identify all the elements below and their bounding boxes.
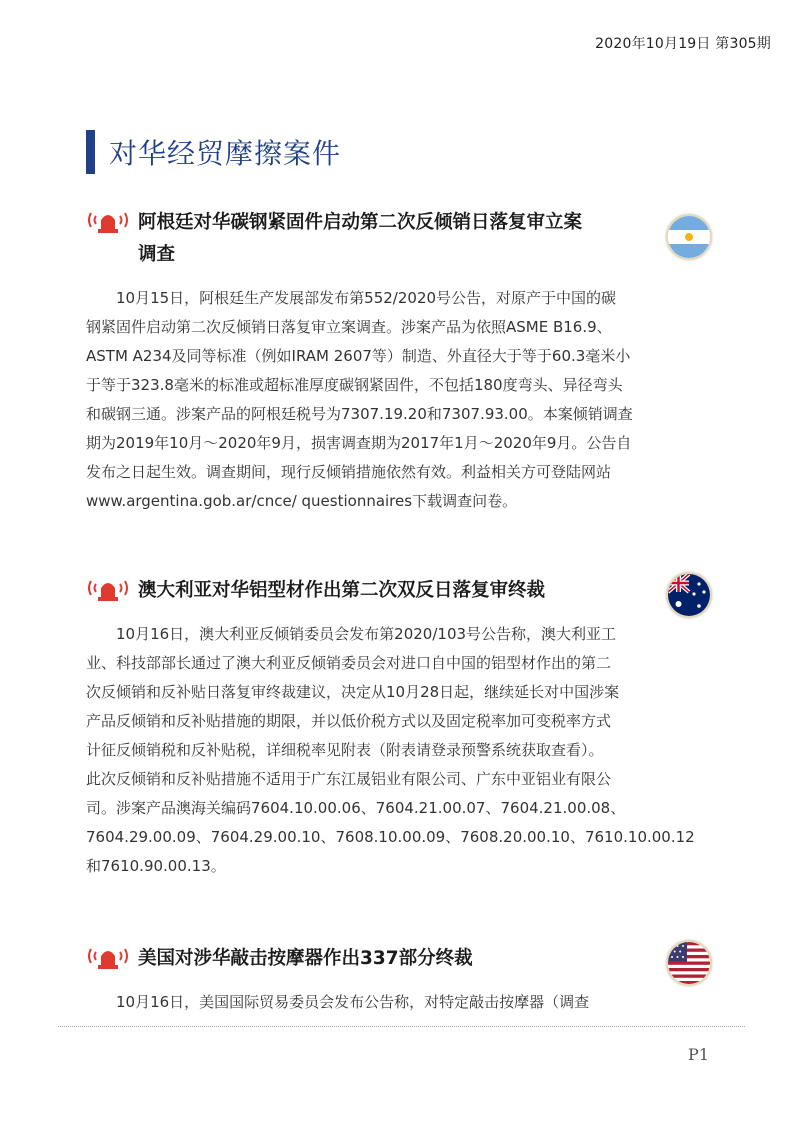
alarm-bell-icon: [86, 944, 130, 974]
section-title-bar: [86, 130, 95, 174]
news-body: 10月15日，阿根廷生产发展部发布第552/2020号公告，对原产于中国的碳 钢紧固件启动第二次反倾销日落复审立案调查。涉案产品为依照ASME B16.9、 ASTM A234及同等标准（例如IRAM 2607等）制造、外直径大于等于60.3毫米小 于等于323.8毫米的标准或超标准厚度碳钢紧固件，不包括180度弯头、异径弯头 和碳钢三通。涉案产品的阿根廷税号为7307.19.20和7307.93.00。本案倾销调查 期为2019年10月～2020年9月，损害调查期为2017年1月～2020年9月。公告自 发布之日起生效。调查期间，现行反倾销措施依然有效。利益相关方可登陆网站 www.argentina.gob.ar/cnce/ questionnaires下载调查问卷。: [86, 289, 633, 510]
news-body: 10月16日，澳大利亚反倾销委员会发布第2020/103号公告称，澳大利亚工 业、科技部部长通过了澳大利亚反倾销委员会对进口自中国的铝型材作出的第二 次反倾销和反补贴日落复审终裁建议，决定从10月28日起，继续延长对中国涉案 产品反倾销和反补贴措施的期限，并以低价税方式以及固定税率加可变税率方式 计征反倾销税和反补贴税，详细税率见附表（附表请登录预警系统获取查看）。 此次反倾销和反补贴措施不适用于广东江晟铝业有限公司、广东中亚铝业有限公 司。涉案产品澳海关编码7604.10.00.06、7604.21.00.07、7604.21.00.08、 7604.29.00.09、7604.29.00.10、7608.10.00.09、7608.20.00.10、7610.10.00.12 和7610.90.00.13。: [86, 625, 695, 875]
news-item-usa: [86, 944, 712, 1017]
news-header: [86, 576, 712, 606]
page-number: P1: [688, 1045, 709, 1064]
news-item-argentina: [86, 208, 712, 516]
usa-flag-icon: [666, 940, 712, 986]
news-item-australia: [86, 576, 712, 881]
alarm-bell-icon: [86, 208, 130, 238]
news-title: 澳大利亚对华铝型材作出第二次双反日落复审终裁: [138, 580, 546, 601]
alarm-bell-icon: [86, 576, 130, 606]
footer-divider: [58, 1026, 745, 1027]
issue-date: 2020年10月19日 第305期: [595, 36, 771, 52]
news-body: 10月16日，美国国际贸易委员会发布公告称，对特定敲击按摩器（调查: [116, 993, 590, 1011]
news-title: 阿根廷对华碳钢紧固件启动第二次反倾销日落复审立案 调查: [138, 212, 583, 265]
news-header: [86, 208, 712, 270]
news-title: 美国对涉华敲击按摩器作出337部分终裁: [138, 948, 473, 969]
argentina-flag-icon: [666, 214, 712, 260]
australia-flag-icon: [666, 572, 712, 618]
news-header: [86, 944, 712, 974]
section-title: [86, 130, 341, 174]
section-title-text: 对华经贸摩擦案件: [109, 137, 342, 170]
